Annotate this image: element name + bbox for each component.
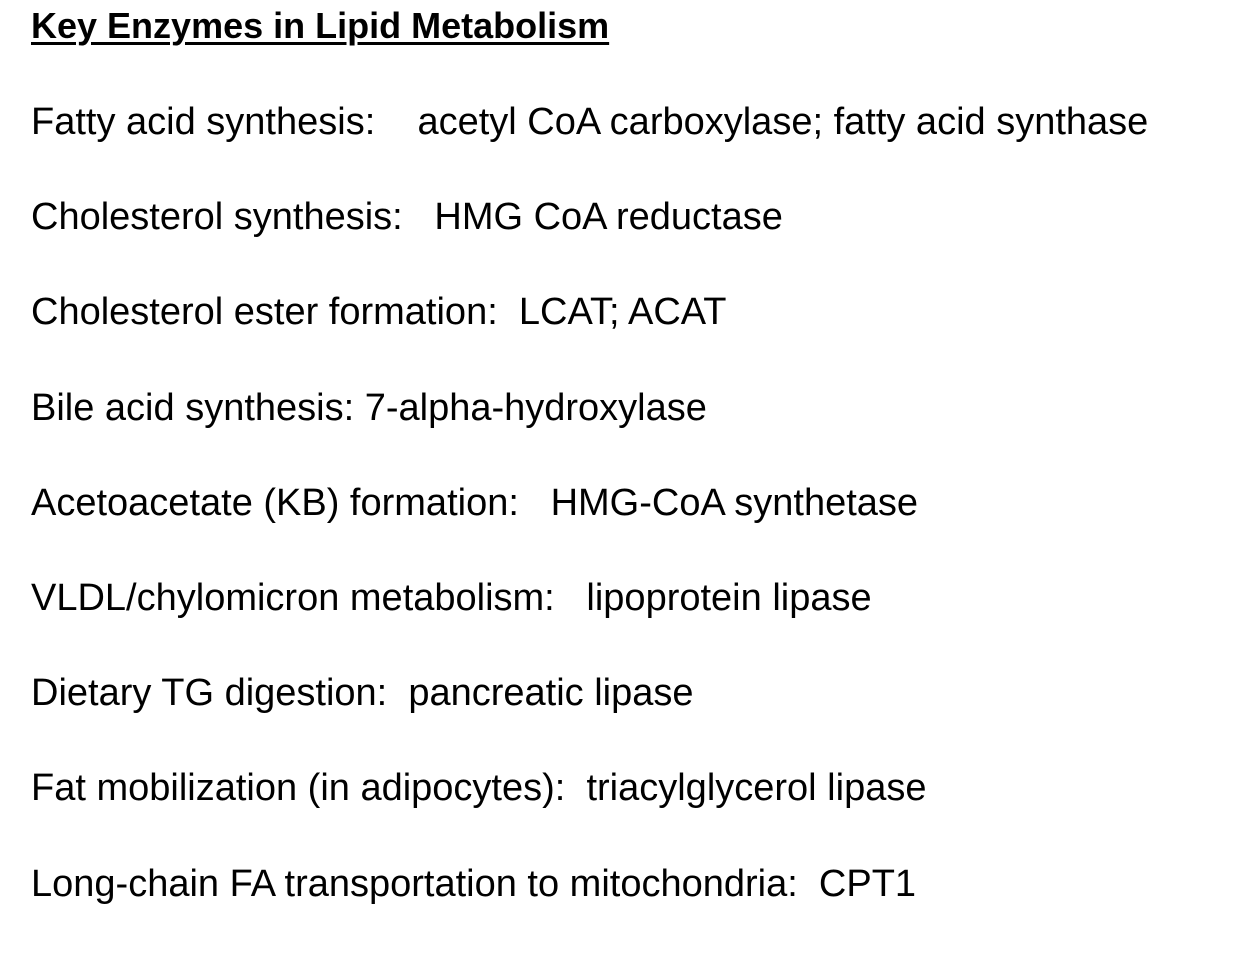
slide-title: Key Enzymes in Lipid Metabolism [31, 5, 610, 46]
enzyme-row-cholesterol-ester-formation: Cholesterol ester formation: LCAT; ACAT [31, 291, 727, 334]
enzyme-row-cholesterol-synthesis: Cholesterol synthesis: HMG CoA reductase [31, 196, 783, 239]
enzyme-row-fat-mobilization: Fat mobilization (in adipocytes): triacylglycerol lipase [31, 767, 927, 810]
enzyme-row-vldl-chylomicron-metabolism: VLDL/chylomicron metabolism: lipoprotein lipase [31, 576, 872, 619]
enzyme-row-acetoacetate-formation: Acetoacetate (KB) formation: HMG-CoA synthetase [31, 481, 919, 524]
enzyme-row-long-chain-fa-transport: Long-chain FA transportation to mitochondria: CPT1 [31, 862, 917, 905]
enzyme-list [31, 98, 1148, 955]
enzyme-row-fatty-acid-synthesis: Fatty acid synthesis: acetyl CoA carboxylase; fatty acid synthase [31, 101, 1149, 143]
enzyme-row-bile-acid-synthesis: Bile acid synthesis: 7-alpha-hydroxylase [31, 386, 707, 429]
enzyme-row-dietary-tg-digestion: Dietary TG digestion: pancreatic lipase [31, 672, 694, 715]
